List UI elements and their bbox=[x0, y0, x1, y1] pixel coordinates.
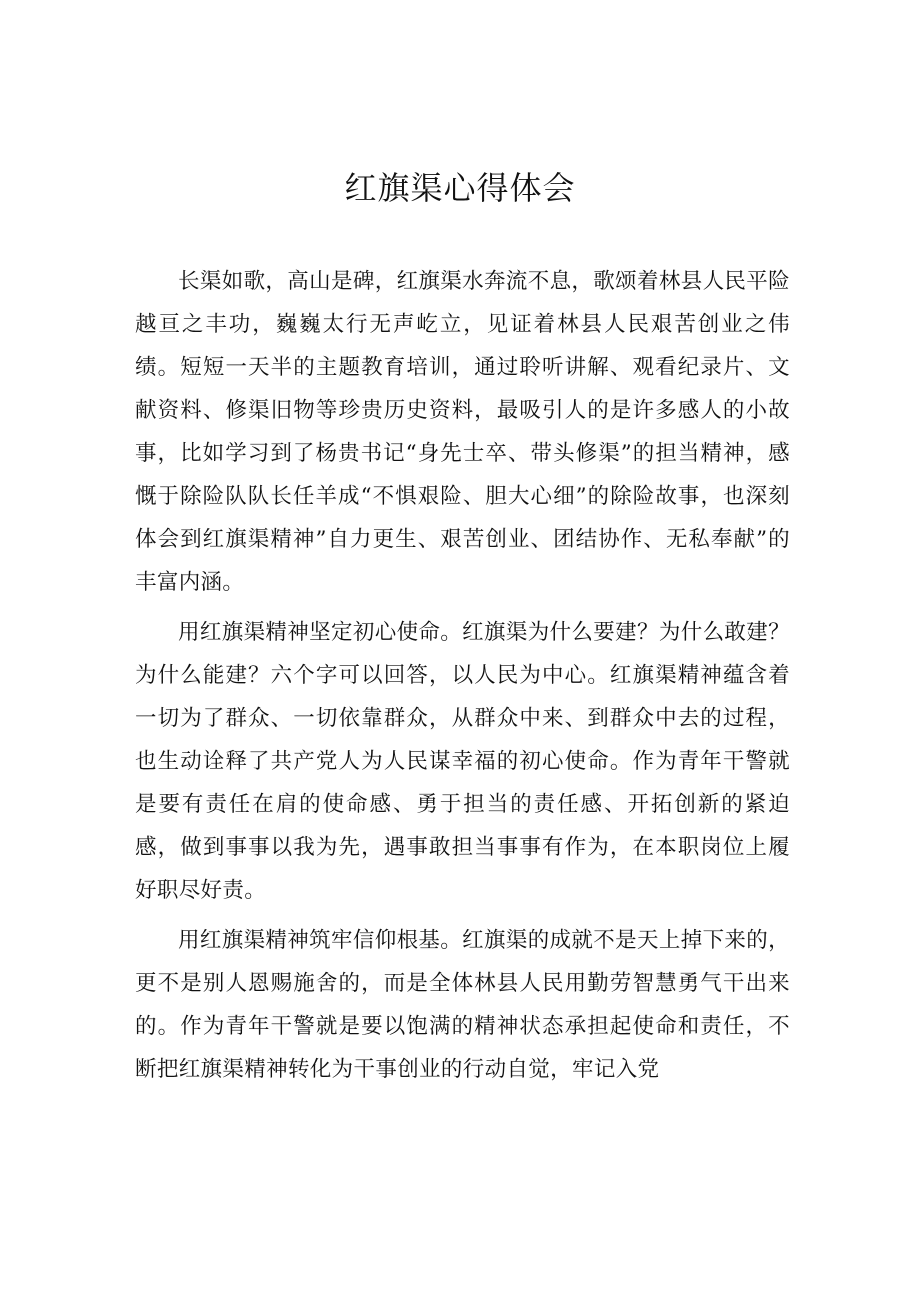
paragraph-3: 用红旗渠精神筑牢信仰根基。红旗渠的成就不是天上掉下来的，更不是别人恩赐施舍的，而是全体林县人民用勤劳智慧勇气干出来的。作为青年干警就是要以饱满的精神状态承担起使命和责任，不断把红旗渠精神转化为干事创业的行动自觉，牢记入党 bbox=[135, 928, 790, 1082]
document-body bbox=[135, 260, 790, 1098]
paragraph-2: 用红旗渠精神坚定初心使命。红旗渠为什么要建？为什么敢建？为什么能建？六个字可以回答，以人民为中心。红旗渠精神蕴含着一切为了群众、一切依靠群众，从群众中来、到群众中去的过程，也生动诠释了共产党人为人民谋幸福的初心使命。作为青年干警就是要有责任在肩的使命感、勇于担当的责任感、开拓创新的紧迫感，做到事事以我为先，遇事敢担当事事有作为，在本职岗位上履好职尽好责。 bbox=[135, 620, 790, 903]
paragraph-1: 长渠如歌，高山是碑，红旗渠水奔流不息，歌颂着林县人民平险越亘之丰功，巍巍太行无声屹立，见证着林县人民艰苦创业之伟绩。短短一天半的主题教育培训，通过聆听讲解、观看纪录片、文献资料、修渠旧物等珍贵历史资料，最吸引人的是许多感人的小故事，比如学习到了杨贵书记“身先士卒、带头修渠”的担当精神，感慨于除险队队长任羊成“不惧艰险、胆大心细”的除险故事，也深刻体会到红旗渠精神”自力更生、艰苦创业、团结协作、无私奉献”的丰富内涵。 bbox=[135, 269, 790, 595]
document-title: 红旗渠心得体会 bbox=[344, 169, 576, 207]
